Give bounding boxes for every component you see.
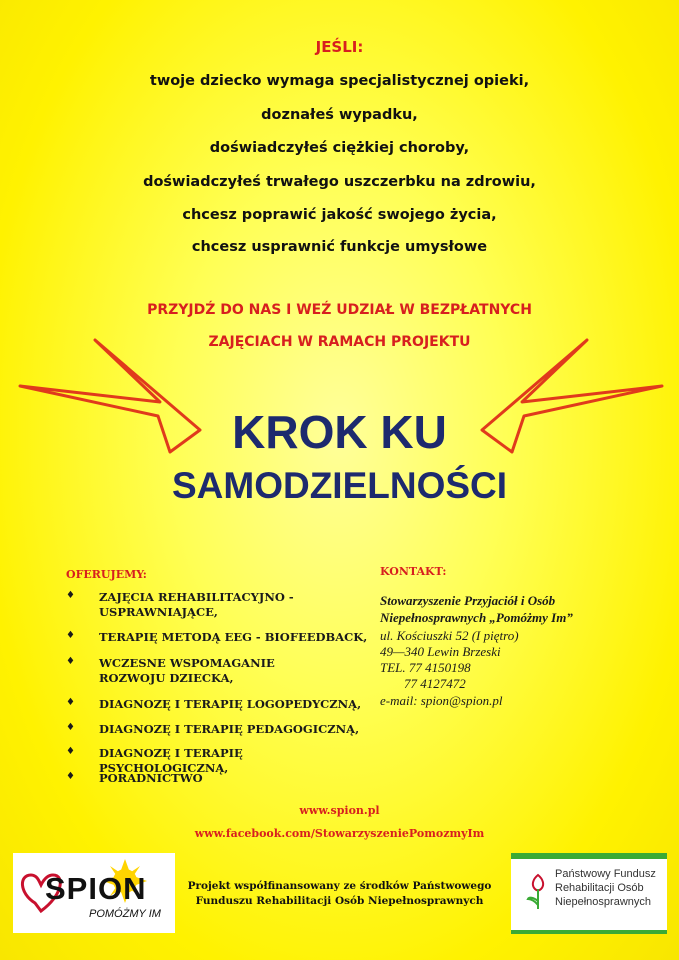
offer-item-label: DIAGNOZĘ I TERAPIĘ LOGOPEDYCZNĄ, [99, 697, 362, 711]
diamond-bullet-icon: ♦ [66, 771, 75, 782]
pfron-logo-bar [511, 930, 667, 934]
address-line-2: 49—340 Lewin Brzeski [380, 644, 501, 659]
phone-1: TEL. 77 4150198 [380, 660, 471, 675]
spion-logo-subtitle: POMÓŻMY IM [89, 908, 161, 920]
project-title-line-1: KROK KU [232, 406, 447, 458]
spion-logo-text: SPION [45, 871, 147, 906]
invite-line-1: PRZYJDŹ DO NAS I WEŹ UDZIAŁ W BEZPŁATNYCH [147, 302, 532, 318]
condition-line: chcesz usprawnić funkcje umysłowe [191, 239, 488, 255]
invite-line-2: ZAJĘCIACH W RAMACH PROJEKTU [208, 334, 471, 350]
if-heading: JEŚLI: [315, 38, 364, 56]
address-line-1: ul. Kościuszki 52 (I piętro) [380, 628, 519, 643]
facebook-link[interactable]: www.facebook.com/StowarzyszeniePomozmyIm [194, 827, 485, 840]
offer-item-label: ZAJĘCIA REHABILITACYJNO - USPRAWNIAJĄCE, [99, 590, 294, 619]
condition-line: chcesz poprawić jakość swojego życia, [182, 207, 497, 223]
pfron-name [555, 867, 656, 909]
diamond-bullet-icon: ♦ [66, 697, 75, 708]
website-link[interactable]: www.spion.pl [299, 804, 380, 817]
diamond-bullet-icon: ♦ [66, 746, 75, 757]
pfron-logo-bar [511, 853, 667, 859]
offer-item-label: PORADNICTWO [99, 771, 203, 785]
email[interactable]: e-mail: spion@spion.pl [380, 693, 503, 708]
offer-heading: OFERUJEMY: [66, 568, 147, 581]
offer-item-label: DIAGNOZĘ I TERAPIĘ PEDAGOGICZNĄ, [99, 722, 360, 736]
diamond-bullet-icon: ♦ [66, 722, 75, 733]
pfron-name-line: Niepełnosprawnych [555, 896, 651, 908]
diamond-bullet-icon: ♦ [66, 590, 75, 601]
tulip-icon [525, 871, 551, 911]
condition-line: doznałeś wypadku, [261, 107, 418, 123]
pfron-name-line: Rehabilitacji Osób [555, 882, 644, 894]
funding-line-1: Projekt współfinansowany ze środków Państwowego [187, 880, 492, 892]
offer-item-label: DIAGNOZĘ I TERAPIĘ PSYCHOLOGICZNĄ, [99, 746, 243, 775]
diamond-bullet-icon: ♦ [66, 630, 75, 641]
spion-logo [13, 853, 175, 933]
offer-item-label: TERAPIĘ METODĄ EEG - BIOFEEDBACK, [99, 630, 368, 644]
condition-line: doświadczyłeś ciężkiej choroby, [209, 140, 470, 156]
pfron-name-line: Państwowy Fundusz [555, 868, 656, 880]
project-title-line-2: SAMODZIELNOŚCI [171, 465, 508, 506]
offer-item-label: WCZESNE WSPOMAGANIE ROZWOJU DZIECKA, [99, 656, 275, 685]
condition-line: twoje dziecko wymaga specjalistycznej opieki, [149, 73, 530, 89]
condition-line: doświadczyłeś trwałego uszczerbku na zdrowiu, [143, 174, 536, 190]
org-name-line-1: Stowarzyszenie Przyjaciół i Osób [380, 593, 556, 608]
contact-heading: KONTAKT: [380, 565, 447, 578]
phone-2: 77 4127472 [404, 676, 466, 691]
funding-line-2: Funduszu Rehabilitacji Osób Niepełnosprawnych [195, 895, 484, 907]
diamond-bullet-icon: ♦ [66, 656, 75, 667]
org-name-line-2: Niepełnosprawnych „Pomóżmy Im” [380, 610, 573, 625]
pfron-logo [511, 853, 667, 934]
